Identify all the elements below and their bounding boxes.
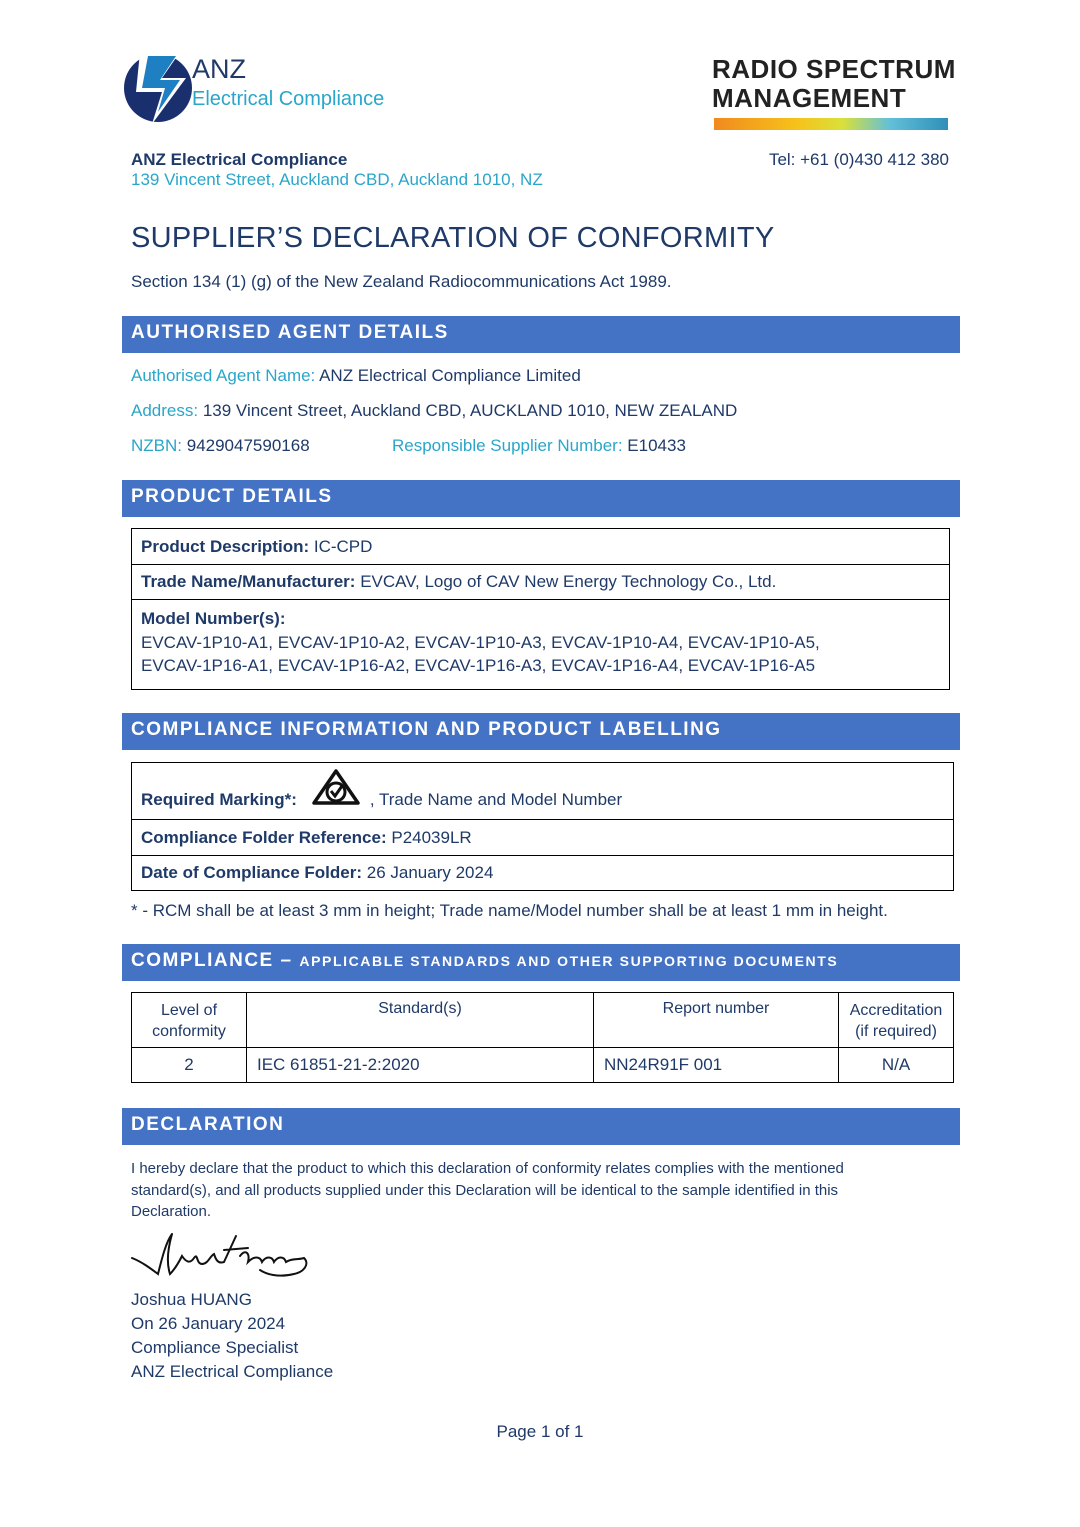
page-number: Page 1 of 1 (496, 1422, 584, 1441)
product-model-line1: EVCAV-1P10-A1, EVCAV-1P10-A2, EVCAV-1P10-A3, EVCAV-1P10-A4, EVCAV-1P10-A5, (141, 633, 820, 652)
product-model-label: Model Number(s): (141, 609, 286, 628)
cell-level: 2 (132, 1048, 247, 1083)
agent-nzbn-line (131, 436, 310, 456)
logo-sub-text: Electrical Compliance (192, 88, 385, 110)
declaration-text-line2: standard(s), and all products supplied under this Declaration will be identical to the sample identified in this (131, 1181, 839, 1199)
company-address: 139 Vincent Street, Auckland CBD, Auckland 1010, NZ (131, 170, 543, 189)
page-title: SUPPLIER’S DECLARATION OF CONFORMITY (131, 222, 775, 254)
rsm-spectrum-bar (714, 118, 948, 130)
product-trade-row (132, 565, 949, 600)
standards-table (131, 992, 954, 1083)
rsm-line2: MANAGEMENT (712, 83, 907, 113)
signature (128, 1228, 328, 1288)
product-section-heading: PRODUCT DETAILS (122, 480, 960, 517)
signed-date: On 26 January 2024 (131, 1314, 286, 1333)
declaration-heading: DECLARATION (122, 1108, 960, 1145)
col-accreditation-header-line1: Accreditation (849, 1002, 943, 1019)
anz-logo-icon (122, 48, 200, 126)
product-trade-label: Trade Name/Manufacturer: (141, 572, 356, 591)
col-accreditation-header-line2: (if required) (855, 1023, 937, 1040)
col-level-header-line2: conformity (152, 1023, 226, 1040)
agent-nzbn-label: NZBN: (131, 436, 182, 455)
standards-header-row (132, 993, 954, 1048)
product-model-line2: EVCAV-1P16-A1, EVCAV-1P16-A2, EVCAV-1P16-A3, EVCAV-1P16-A4, EVCAV-1P16-A5 (141, 656, 816, 675)
agent-name-line (131, 366, 581, 386)
product-desc-value: IC-CPD (313, 536, 373, 556)
declaration-text (131, 1158, 844, 1223)
marking-label: Required Marking*: (141, 790, 297, 809)
marking-footnote: * - RCM shall be at least 3 mm in height; Trade name/Model number shall be at least 1 mm in height. (131, 901, 888, 920)
col-level-header (132, 993, 247, 1048)
folder-ref-value: P24039LR (391, 827, 472, 847)
col-standard-header: Standard(s) (247, 993, 594, 1048)
cell-accreditation: N/A (839, 1048, 954, 1083)
signer-block (131, 1288, 333, 1384)
folder-ref-row (132, 820, 953, 856)
agent-address-value: 139 Vincent Street, Auckland CBD, AUCKLAND 1010, NEW ZEALAND (202, 401, 738, 420)
company-name: ANZ Electrical Compliance (131, 150, 348, 169)
agent-address-line (131, 401, 737, 421)
logo-main-text: ANZ (192, 54, 246, 84)
standards-heading-small: APPLICABLE STANDARDS AND OTHER SUPPORTING DOCUMENTS (299, 953, 839, 969)
col-report-header: Report number (594, 993, 839, 1048)
signer-company: ANZ Electrical Compliance (131, 1362, 334, 1381)
product-desc-row (132, 529, 949, 565)
declaration-text-line3: Declaration. (131, 1203, 212, 1220)
compliance-info-heading: COMPLIANCE INFORMATION AND PRODUCT LABELLING (122, 713, 960, 750)
cell-report: NN24R91F 001 (594, 1048, 839, 1083)
cell-standard: IEC 61851-21-2:2020 (247, 1048, 594, 1083)
rcm-mark-icon (311, 768, 361, 806)
agent-supplier-value: E10433 (627, 436, 686, 455)
agent-nzbn-value: 9429047590168 (186, 436, 310, 455)
compliance-info-box (131, 762, 954, 891)
tel: Tel: +61 (0)430 412 380 (768, 150, 949, 169)
product-desc-label: Product Description: (141, 536, 310, 556)
standards-heading (122, 944, 960, 981)
folder-date-row (132, 856, 953, 890)
page-subtitle: Section 134 (1) (g) of the New Zealand Radiocommunications Act 1989. (131, 272, 672, 291)
anz-logo (122, 48, 392, 126)
agent-supplier-line (392, 436, 686, 456)
signer-name: Joshua HUANG (131, 1290, 252, 1309)
marking-row (132, 763, 953, 820)
table-row (132, 1048, 954, 1083)
rsm-line1: RADIO SPECTRUM (712, 54, 956, 84)
marking-value: , Trade Name and Model Number (369, 790, 623, 809)
rsm-logo (712, 54, 956, 134)
product-model-row (132, 600, 949, 689)
product-trade-value: EVCAV, Logo of CAV New Energy Technology Co., Ltd. (360, 572, 777, 591)
agent-address-label: Address: (131, 401, 199, 420)
agent-section-heading: AUTHORISED AGENT DETAILS (122, 316, 960, 353)
col-accreditation-header (839, 993, 954, 1048)
standards-heading-main: COMPLIANCE – (131, 950, 293, 971)
col-level-header-line1: Level of (160, 1002, 218, 1019)
agent-name-label: Authorised Agent Name: (131, 366, 316, 385)
folder-date-value: 26 January 2024 (366, 863, 494, 882)
agent-name-value: ANZ Electrical Compliance Limited (319, 366, 581, 385)
signer-role: Compliance Specialist (131, 1338, 299, 1357)
folder-date-label: Date of Compliance Folder: (141, 863, 363, 882)
agent-supplier-label: Responsible Supplier Number: (392, 436, 623, 455)
folder-ref-label: Compliance Folder Reference: (141, 827, 387, 847)
product-details-box (131, 528, 950, 690)
declaration-text-line1: I hereby declare that the product to which this declaration of conformity relates complies with the mentioned (131, 1160, 844, 1177)
